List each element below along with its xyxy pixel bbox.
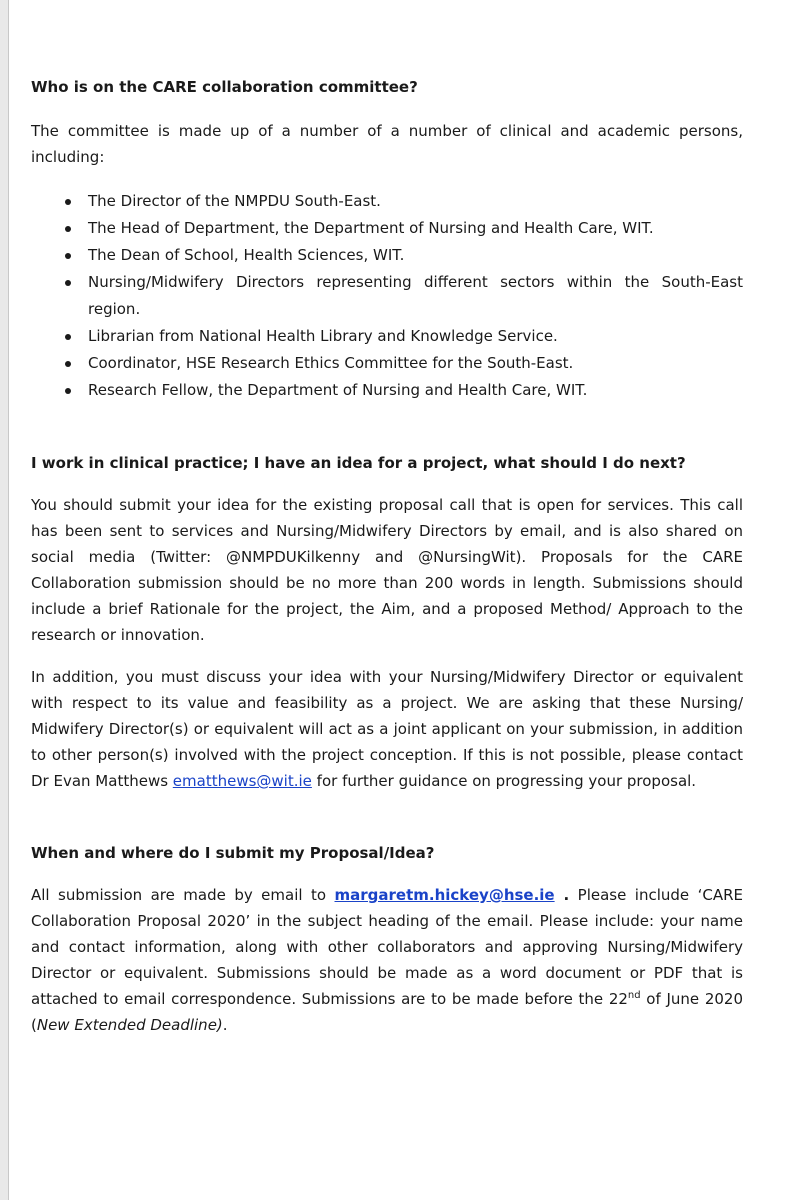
bullet-icon bbox=[65, 361, 71, 367]
bullet-icon bbox=[65, 253, 71, 259]
list-item bbox=[31, 377, 743, 404]
list-item-text: Research Fellow, the Department of Nursing and Health Care, WIT. bbox=[88, 381, 588, 399]
bullet-icon bbox=[65, 388, 71, 394]
deadline-note: New Extended Deadline) bbox=[36, 1016, 223, 1034]
superscript-text: nd bbox=[627, 990, 641, 1001]
paragraph-text: . bbox=[554, 886, 570, 904]
bullet-icon bbox=[65, 334, 71, 340]
paragraph-text: In addition, you must discuss your idea with your Nursing/Midwifery Director or equivalent with respect to its value and feasibility as a project. We are asking that these Nursing/ Midwifery Director(s) or equivalent will act as a joint applicant on your submission, in addition to other person(s) involved with the project conception. If this is not possible, please contact Dr Evan Matthews bbox=[31, 668, 743, 790]
list-item-text: Nursing/Midwifery Directors representing different sectors within the South-East region. bbox=[88, 273, 743, 318]
next-steps-paragraph-2 bbox=[31, 664, 743, 794]
bullet-icon bbox=[65, 226, 71, 232]
list-item-text: The Head of Department, the Department of Nursing and Health Care, WIT. bbox=[88, 219, 654, 237]
document-content bbox=[31, 70, 743, 1038]
document-page bbox=[8, 0, 798, 1200]
paragraph-text: for further guidance on progressing your proposal. bbox=[311, 772, 697, 790]
committee-intro-paragraph: The committee is made up of a number of a number of clinical and academic persons, including: bbox=[31, 122, 743, 166]
list-item bbox=[31, 323, 743, 350]
committee-member-list bbox=[31, 188, 743, 404]
list-item-text: The Director of the NMPDU South-East. bbox=[88, 192, 381, 210]
section-heading-committee: Who is on the CARE collaboration committee? bbox=[31, 78, 418, 96]
list-item bbox=[31, 350, 743, 377]
bullet-icon bbox=[65, 199, 71, 205]
submission-paragraph bbox=[31, 882, 743, 1038]
list-item bbox=[31, 188, 743, 215]
list-item-text: Coordinator, HSE Research Ethics Committee for the South-East. bbox=[88, 354, 574, 372]
paragraph-text: of June 2020 ( bbox=[31, 990, 743, 1034]
paragraph-text: All submission are made by email to bbox=[31, 886, 335, 904]
paragraph-text: Please include ‘CARE Collaboration Proposal 2020’ in the subject heading of the email. Please include: your name and contact information, along with other collaborators and approving Nursing/Midwifery Director or equivalent. Submissions should be made as a word document or PDF that is attached to email correspondence. Submissions are to be made before the 22 bbox=[31, 886, 743, 1008]
list-item-text: Librarian from National Health Library and Knowledge Service. bbox=[88, 327, 558, 345]
list-item bbox=[31, 269, 743, 323]
paragraph-text: . bbox=[222, 1016, 228, 1034]
bullet-icon bbox=[65, 280, 71, 286]
list-item bbox=[31, 215, 743, 242]
next-steps-paragraph-1: You should submit your idea for the existing proposal call that is open for services. This call has been sent to services and Nursing/Midwifery Directors by email, and is also shared on social media (Twitter: @NMPDUKilkenny and @NursingWit). Proposals for the CARE Collaboration submission should be no more than 200 words in length. Submissions should include a brief Rationale for the project, the Aim, and a proposed Method/ Approach to the research or innovation. bbox=[31, 496, 743, 644]
list-item bbox=[31, 242, 743, 269]
email-link-ematthews[interactable]: ematthews@wit.ie bbox=[172, 772, 312, 790]
section-heading-submission: When and where do I submit my Proposal/Idea? bbox=[31, 844, 435, 862]
list-item-text: The Dean of School, Health Sciences, WIT. bbox=[88, 246, 405, 264]
email-link-margaretm-hickey[interactable]: margaretm.hickey@hse.ie bbox=[334, 886, 555, 904]
section-heading-next-steps: I work in clinical practice; I have an idea for a project, what should I do next? bbox=[31, 454, 686, 472]
